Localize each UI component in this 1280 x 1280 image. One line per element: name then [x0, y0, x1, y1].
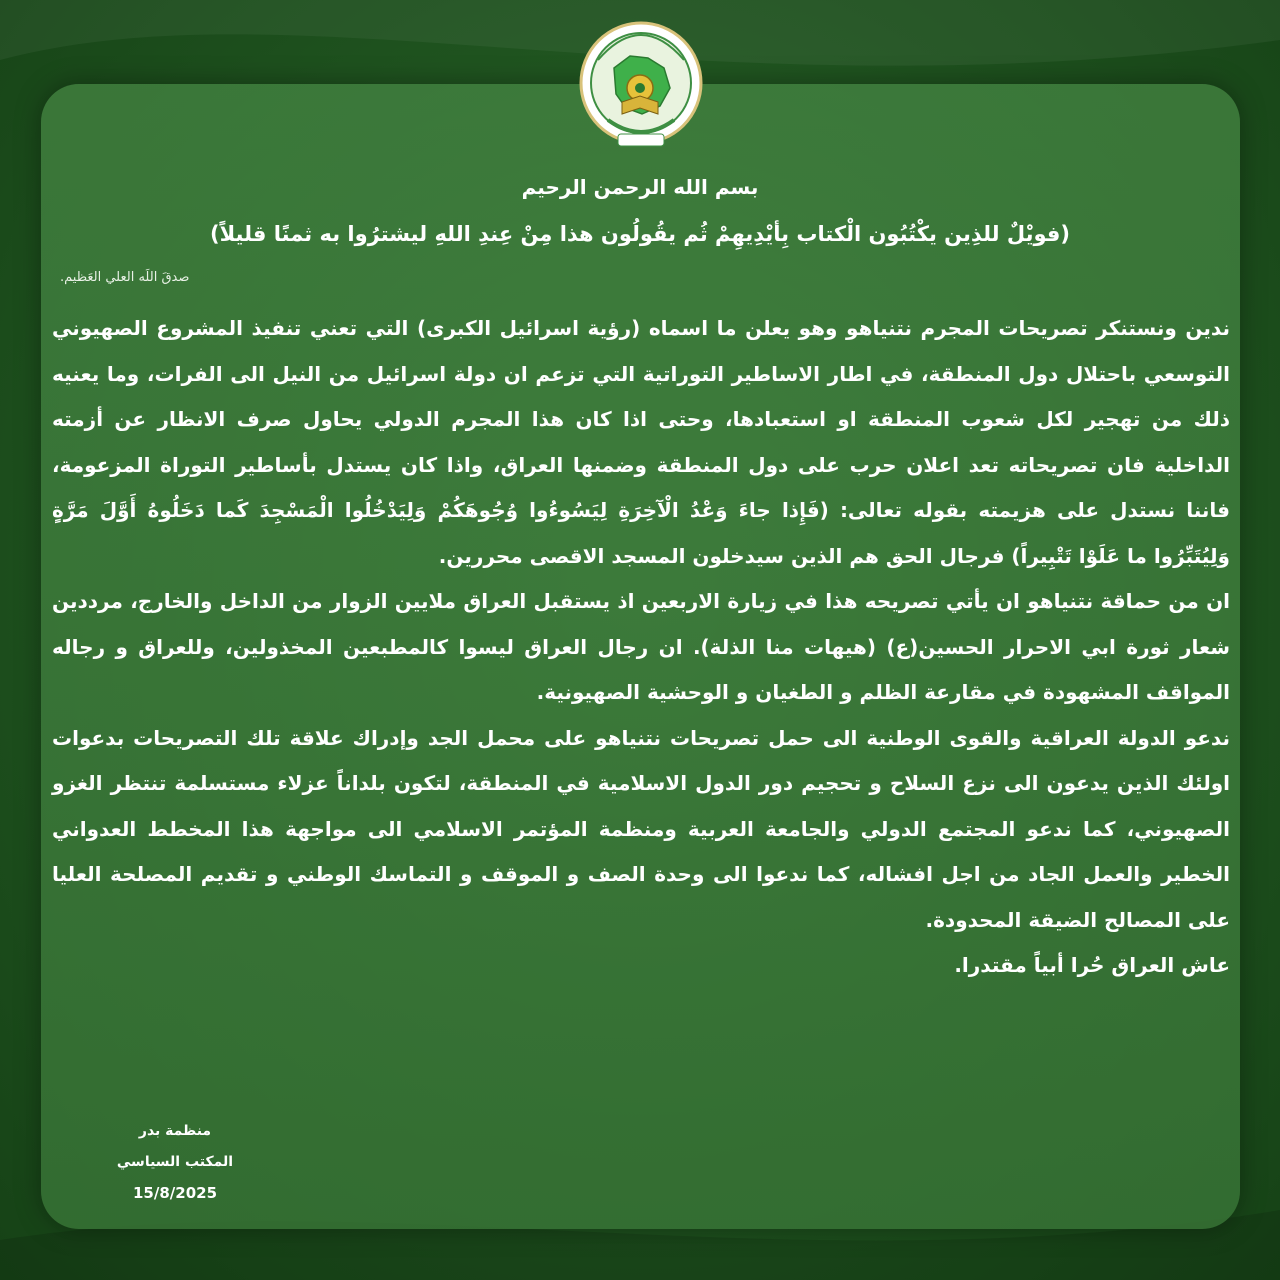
basmala-heading: بسم الله الرحمن الرحيم — [521, 175, 759, 199]
statement-closing: عاش العراق حُرا أبياً مقتدرا. — [954, 953, 1230, 977]
verse-source: صدقَ اللَه العلي العَظيم. — [60, 270, 190, 285]
statement-paragraph-1: ندين ونستنكر تصريحات المجرم نتنياهو وهو يعلن ما اسماه (رؤية اسرائيل الكبرى) التي تعني تنفيذ المشروع الصهيوني التوسعي باحتلال دول المنطقة، في اطار الاساطير التوراتية التي تزعم ان دولة اسرائيل من النيل الى الفرات، وما يعنيه ذلك من تهجير لكل شعوب المنطقة او استعبادها، وحتى اذا كان هذا المجرم الدولي يحاول صرف الانظار عن أزمته الداخلية فان تصريحاته تعد اعلان حرب على دول المنطقة وضمنها العراق، واذا كان يستدل بأساطير التوراة المزعومة، فاننا نستدل على هزيمته بقوله تعالى: (فَإِذا جاءَ وَعْدُ الْآخِرَةِ لِيَسُوءُوا وُجُوهَكُمْ وَلِيَدْخُلُوا الْمَسْجِدَ كَما دَخَلُوهُ أَوَّلَ مَرَّةٍ وَلِيُتَبِّرُوا ما عَلَوْا تَتْبِيراً) فرجال الحق هم الذين سيدخلون المسجد الاقصى محررين. — [52, 316, 1230, 568]
signature-organization: منظمة بدر — [138, 1123, 212, 1139]
logo-emblem-icon — [578, 10, 704, 156]
signature-date: 15/8/2025 — [132, 1184, 218, 1202]
statement-paragraph-3: ندعو الدولة العراقية والقوى الوطنية الى حمل تصريحات نتنياهو على محمل الجد وإدراك علاقة تلك التصريحات بدعوات اولئك الذين يدعون الى نزع السلاح و تحجيم دور الدول الاسلامية في المنطقة، لتكون بلداناً عزلاء مستسلمة تنتظر الغزو الصهيوني، كما ندعو المجتمع الدولي والجامعة العربية ومنظمة المؤتمر الاسلامي الى مواجهة هذا المخطط العدواني الخطير والعمل الجاد من اجل افشاله، كما ندعوا الى وحدة الصف و الموقف و التماسك الوطني و تقديم المصلحة العليا على المصالح الضيقة المحدودة. — [52, 725, 1230, 932]
statement-paragraph-2: ان من حماقة نتنياهو ان يأتي تصريحه هذا في زيارة الاربعين اذ يستقبل العراق ملايين الزوار من الداخل والخارج، مرددين شعار ثورة ابي الاحرار الحسين(ع) (هيهات منا الذلة). ان رجال العراق ليسوا كالمطبعين المخذولين، وللعراق و رجاله المواقف المشهودة في مقارعة الظلم و الطغيان و الوحشية الصهيونية. — [52, 589, 1230, 704]
signature-block — [95, 1116, 255, 1209]
badr-organization-logo — [578, 10, 704, 156]
statement-body — [52, 306, 1230, 989]
quran-verse: (فويْلٌ للذِين يكْتُبُون الْكتاب بِأيْدِيهِمْ ثُم يقُولُون هذا مِنْ عِندِ اللهِ ليشترُوا به ثمنًا قليلاً) — [210, 222, 1070, 246]
signature-office: المكتب السياسي — [116, 1154, 234, 1170]
